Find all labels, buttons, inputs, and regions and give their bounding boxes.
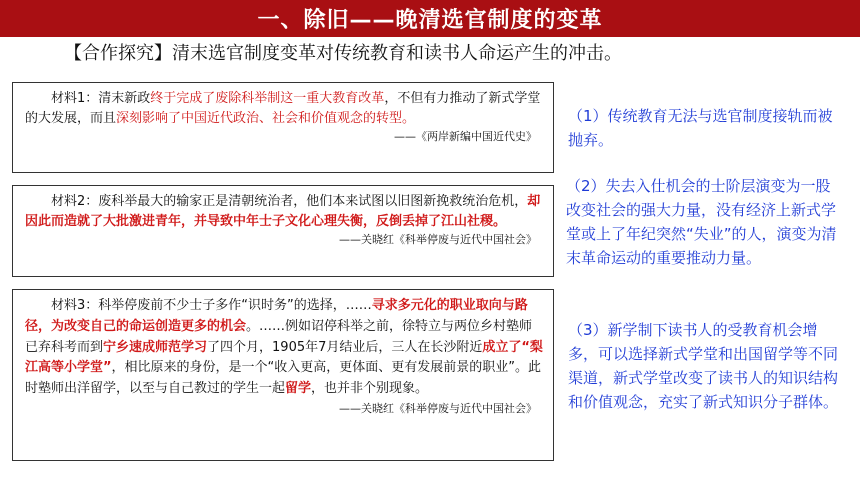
material-2-highlight-a: 却因此而造就了大批激进青年，并导致中年士子文化心理失衡，反倒丢掉了江山社稷。: [25, 194, 541, 229]
material-1-source: ——《两岸新编中国近代史》: [394, 130, 537, 143]
answer-1: （1）传统教育无法与选官制度接轨而被抛弃。: [568, 107, 833, 149]
material-3-highlight-c: 成立了“梨江高等小学堂”: [25, 339, 543, 376]
discussion-prompt: 【合作探究】清末选官制度变革对传统教育和读书人命运产生的冲击。: [64, 43, 622, 64]
material-3-text-b: 。……例如诏停科举之前，徐特立与两位乡村塾师已弃科考而到: [25, 318, 533, 355]
material-3-source: ——关晓红《科举停废与近代中国社会》: [339, 401, 537, 415]
material-3-highlight-d: 留学: [285, 381, 312, 397]
answer-3: （3）新学制下读书人的受教育机会增多，可以选择新式学堂和出国留学等不同渠道，新式学堂改变了读书人的知识结构和价值观念，充实了新式知识分子群体。: [568, 321, 839, 411]
material-3-highlight-a: 寻求多元化的职业取向与路径，为改变自己的命运创造更多的机会: [25, 298, 528, 334]
material-1-text-a: 清末新政: [98, 91, 151, 106]
material-1-highlight-b: 深刻影响了中国近代政治、社会和价值观念的转型。: [116, 110, 416, 126]
answer-2: （2）失去入仕机会的士阶层演变为一股改变社会的强大力量，没有经济上新式学堂或上了年纪突然“失业”的人，演变为清末革命运动的重要推动力量。: [566, 177, 837, 267]
material-3-label: 材料3：: [51, 298, 99, 313]
material-2-text: [25, 192, 543, 231]
material-3-text-a: 科举停废前不少士子多作“识时务”的选择，……: [98, 298, 372, 313]
material-box-2: [12, 185, 554, 277]
material-3-text-e: ，也并非个别现象。: [311, 381, 429, 397]
title-bar: [0, 0, 860, 37]
material-1-highlight-a: 终于完成了废除科举制这一重大教育改革: [150, 91, 385, 106]
material-1-text-b: ，不但有力推动了新式学堂的大发展，而且: [25, 91, 541, 126]
material-1-text: [25, 89, 543, 128]
material-2-label: 材料2：: [51, 194, 99, 209]
material-2-source: ——关晓红《科举停废与近代中国社会》: [339, 233, 537, 246]
material-2-text-a: 废科举最大的输家正是清朝统治者，他们本来试图以旧图新挽救统治危机，: [98, 194, 528, 209]
material-3-text-c: 了四个月，1905年7月结业后，三人在长沙附近: [207, 339, 483, 355]
material-1-label: 材料1：: [51, 91, 99, 106]
page-title: 一、除旧——晚清选官制度的变革: [257, 8, 603, 33]
material-3-highlight-b: 宁乡速成师范学习: [103, 339, 208, 355]
material-3-text-d: ，相比原来的身份，是一个“收入更高，更体面、更有发展前景的职业”。此时塾师出洋留学，以至与自己教过的学生一起: [25, 360, 542, 397]
material-box-1: [12, 82, 554, 173]
material-box-3: [12, 289, 554, 461]
material-3-text: [25, 296, 543, 400]
